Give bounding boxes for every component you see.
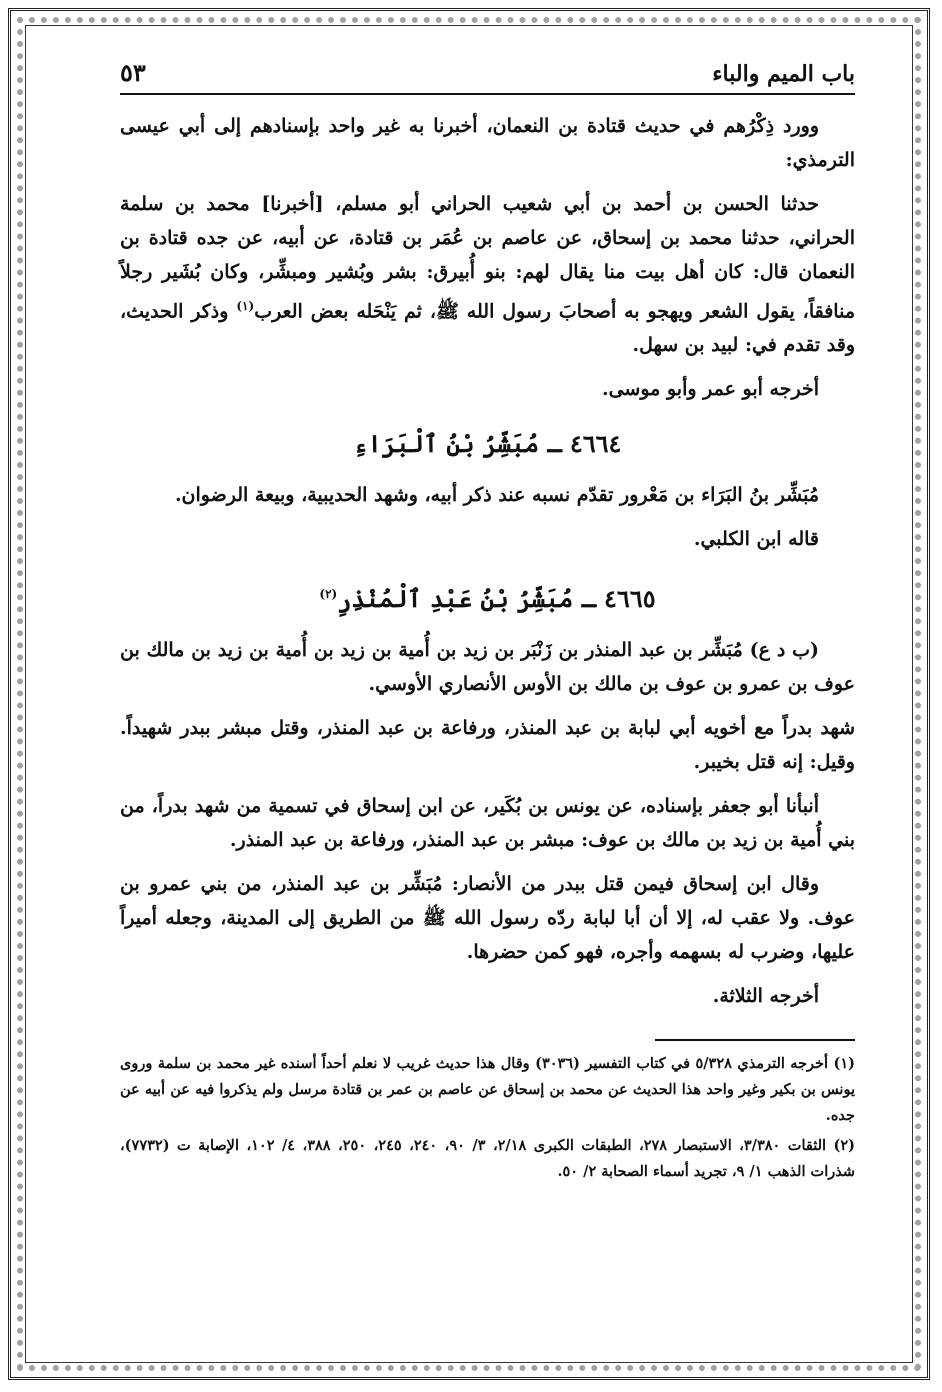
paragraph-10: أخرجه الثلاثة.	[712, 985, 819, 1008]
entry-heading-4664: ٤٦٦٤ ـ مُبَشِّرُ بْنُ ٱلْبَرَاءِ	[353, 429, 622, 459]
book-page	[120, 58, 855, 1348]
paragraph-2-end: وذكر الحديث، وقد تقدم في: لبيد بن سهل.	[120, 300, 855, 357]
paragraph-3: أخرجه أبو عمر وأبو موسى.	[601, 378, 819, 401]
paragraph-6: (ب د ع) مُبَشِّر بن عبد المنذر بن زَنْبَر بن زيد بن أُمية بن زيد بن أُمية بن زيد بن مالك بن عوف بن عمرو بن عوف بن مالك بن الأوس الأنصاري الأوسي.	[120, 639, 855, 696]
paragraph-1: وورد ذِكْرُهم في حديث قتادة بن النعمان، أخبرنا به غير واحد بإسنادهم إلى أبي عيسى الترمذي:	[120, 115, 855, 171]
footnotes	[120, 1051, 855, 1185]
footnote-2: (٢) الثقات ٣/٣٨٠، الاستبصار ٢٧٨، الطبقات الكبرى ٢/١٨، ٣/ ٩٠، ٢٤٠، ٢٤٥، ٢٥٠، ٣٨٨، ٤/ ١٠٢، الإصابة ت (٧٧٣٢)، شذرات الذهب ١/ ٩، تجريد أسماء الصحابة ٢/ ٥٠.	[120, 1137, 856, 1181]
footnote-ref-2: (٢)	[319, 587, 338, 602]
chapter-title: باب الميم والباء	[712, 61, 855, 87]
paragraph-5: قاله ابن الكلبي.	[693, 528, 819, 551]
footnote-divider	[655, 1039, 855, 1041]
paragraph-4: مُبَشِّر بنُ البَرَاء بن مَعْرور تقدّم نسبه عند ذكر أبيه، وشهد الحديبية، وبيعة الرضوان.	[174, 484, 819, 507]
footnote-ref-1: (١)	[236, 299, 255, 313]
entry-heading-4665	[120, 574, 855, 619]
paragraph-7: شهد بدراً مع أخويه أبي لبابة بن عبد المنذر، ورفاعة بن عبد المنذر، وقتل مبشر ببدر شهيداً. وقيل: إنه قتل بخيبر.	[120, 717, 855, 774]
footnote-1: (١) أخرجه الترمذي ٥/٣٢٨ في كتاب التفسير (٣٠٣٦) وقال هذا حديث غريب لا نعلم أحداً أسنده غير محمد بن سلمة وروى يونس بن بكير وغير واحد هذا الحديث عن محمد بن إسحاق عن عاصم بن عمر بن قتادة مرسل ولم يذكروا فيه عن أبيه عن جده.	[120, 1055, 855, 1125]
entry-heading-4665-text: ٤٦٦٥ ـ مُبَشِّرُ بْنُ عَبْدِ ٱلْمُنْذِرِ	[337, 584, 656, 614]
paragraph-9: وقال ابن إسحاق فيمن قتل ببدر من الأنصار: مُبَشِّر بن عبد المنذر، من بني عمرو بن عوف. ولا عقب له، إلا أن أبا لبابة ردّه رسول الله ﷺ من الطريق إلى المدينة، وجعله أميراً عليها، وضرب له بسهمه وأجره، فهو كمن حضرها.	[120, 873, 855, 964]
paragraph-2	[120, 187, 855, 362]
paragraph-2-text: حدثنا الحسن بن أحمد بن أبي شعيب الحراني أبو مسلم، [أخبرنا] محمد بن سلمة الحراني، حدثنا محمد بن إسحاق، عن عاصم بن عُمَر بن قتادة، عن أبيه، عن جده قتادة بن النعمان قال: كان أهل بيت منا يقال لهم: بنو أُبيرق: بشر وبُشير ومبشِّر، وكان بُشَير رجلاً منافقاً، يقول الشعر ويهجو به أصحابَ رسول الله ﷺ، ثم يَنْحَله بعض العرب	[120, 193, 855, 323]
paragraph-8: أنبأنا أبو جعفر بإسناده، عن يونس بن بُكَير، عن ابن إسحاق في تسمية من شهد بدراً، من بني أُمية بن زيد بن مالك بن عوف: مبشر بن عبد المنذر، ورفاعة بن عبد المنذر.	[120, 795, 855, 852]
page-header	[120, 58, 855, 95]
page-number: ٥٣	[120, 58, 146, 87]
